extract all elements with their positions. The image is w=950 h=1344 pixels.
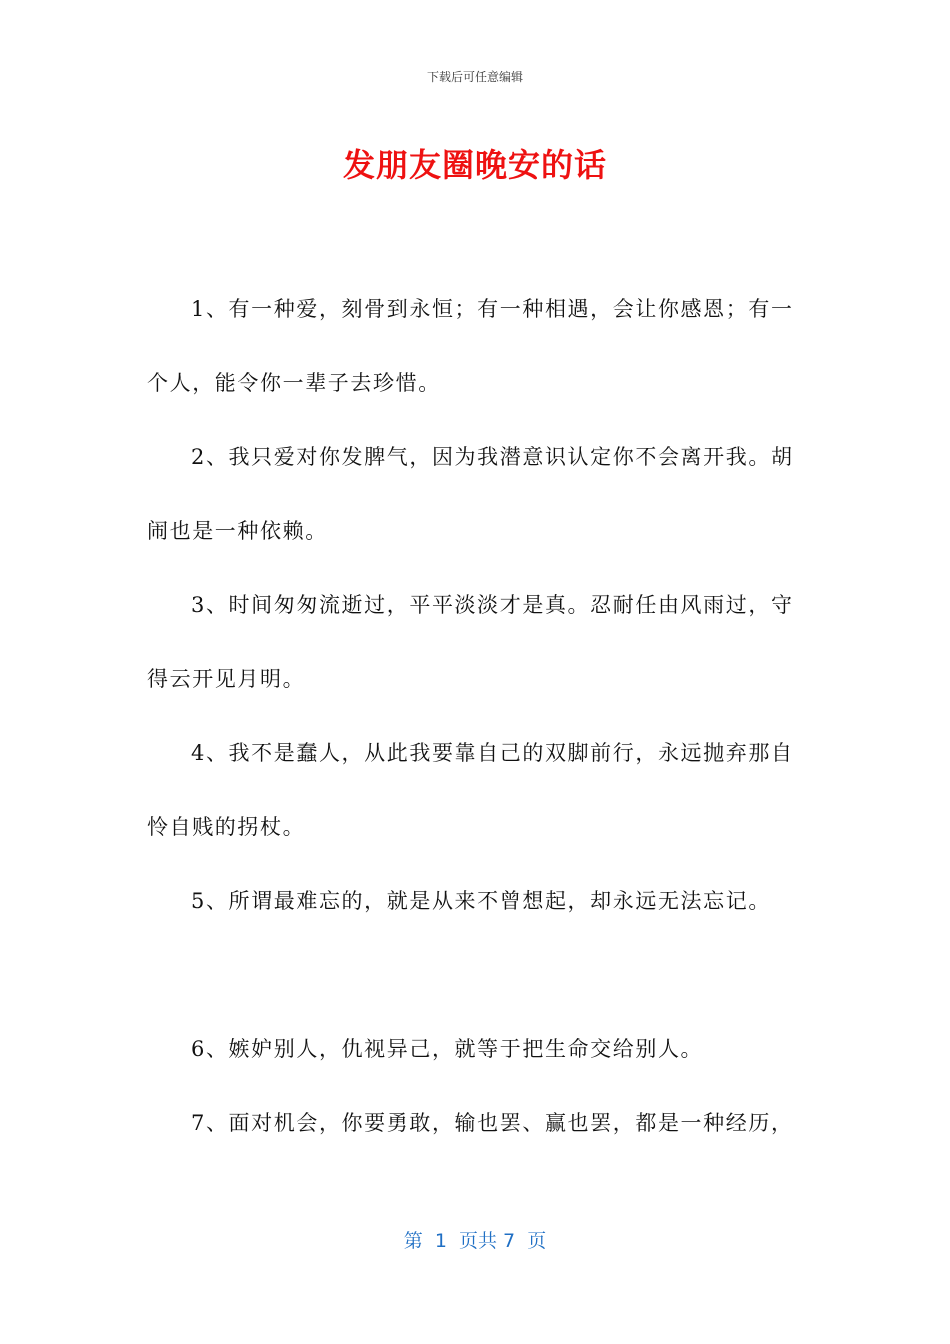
paragraph-6: 6、嫉妒别人，仇视异己，就等于把生命交给别人。 — [191, 1037, 704, 1061]
paragraph-7: 7、面对机会，你要勇敢，输也罢、赢也罢，都是一种经历， — [191, 1111, 794, 1135]
paragraph-3: 3、时间匆匆流逝过，平平淡淡才是真。忍耐任由风雨过，守得云开见月明。 — [147, 593, 794, 691]
document-title: 发朋友圈晚安的话 — [342, 146, 607, 184]
paragraph-4: 4、我不是蠢人，从此我要靠自己的双脚前行，永远抛弃那自怜自贱的拐杖。 — [147, 741, 794, 839]
paragraph-5: 5、所谓最难忘的，就是从来不曾想起，却永远无法忘记。 — [191, 889, 771, 913]
paragraph-1: 1、有一种爱，刻骨到永恒；有一种相遇，会让你感恩；有一个人，能令你一辈子去珍惜。 — [147, 297, 794, 395]
header-note: 下载后可任意编辑 — [426, 70, 523, 84]
document-body — [147, 272, 807, 1160]
page-number-footer: 第 1 页共 7 页 — [403, 1230, 547, 1252]
paragraph-2: 2、我只爱对你发脾气，因为我潜意识认定你不会离开我。胡闹也是一种依赖。 — [147, 445, 794, 543]
